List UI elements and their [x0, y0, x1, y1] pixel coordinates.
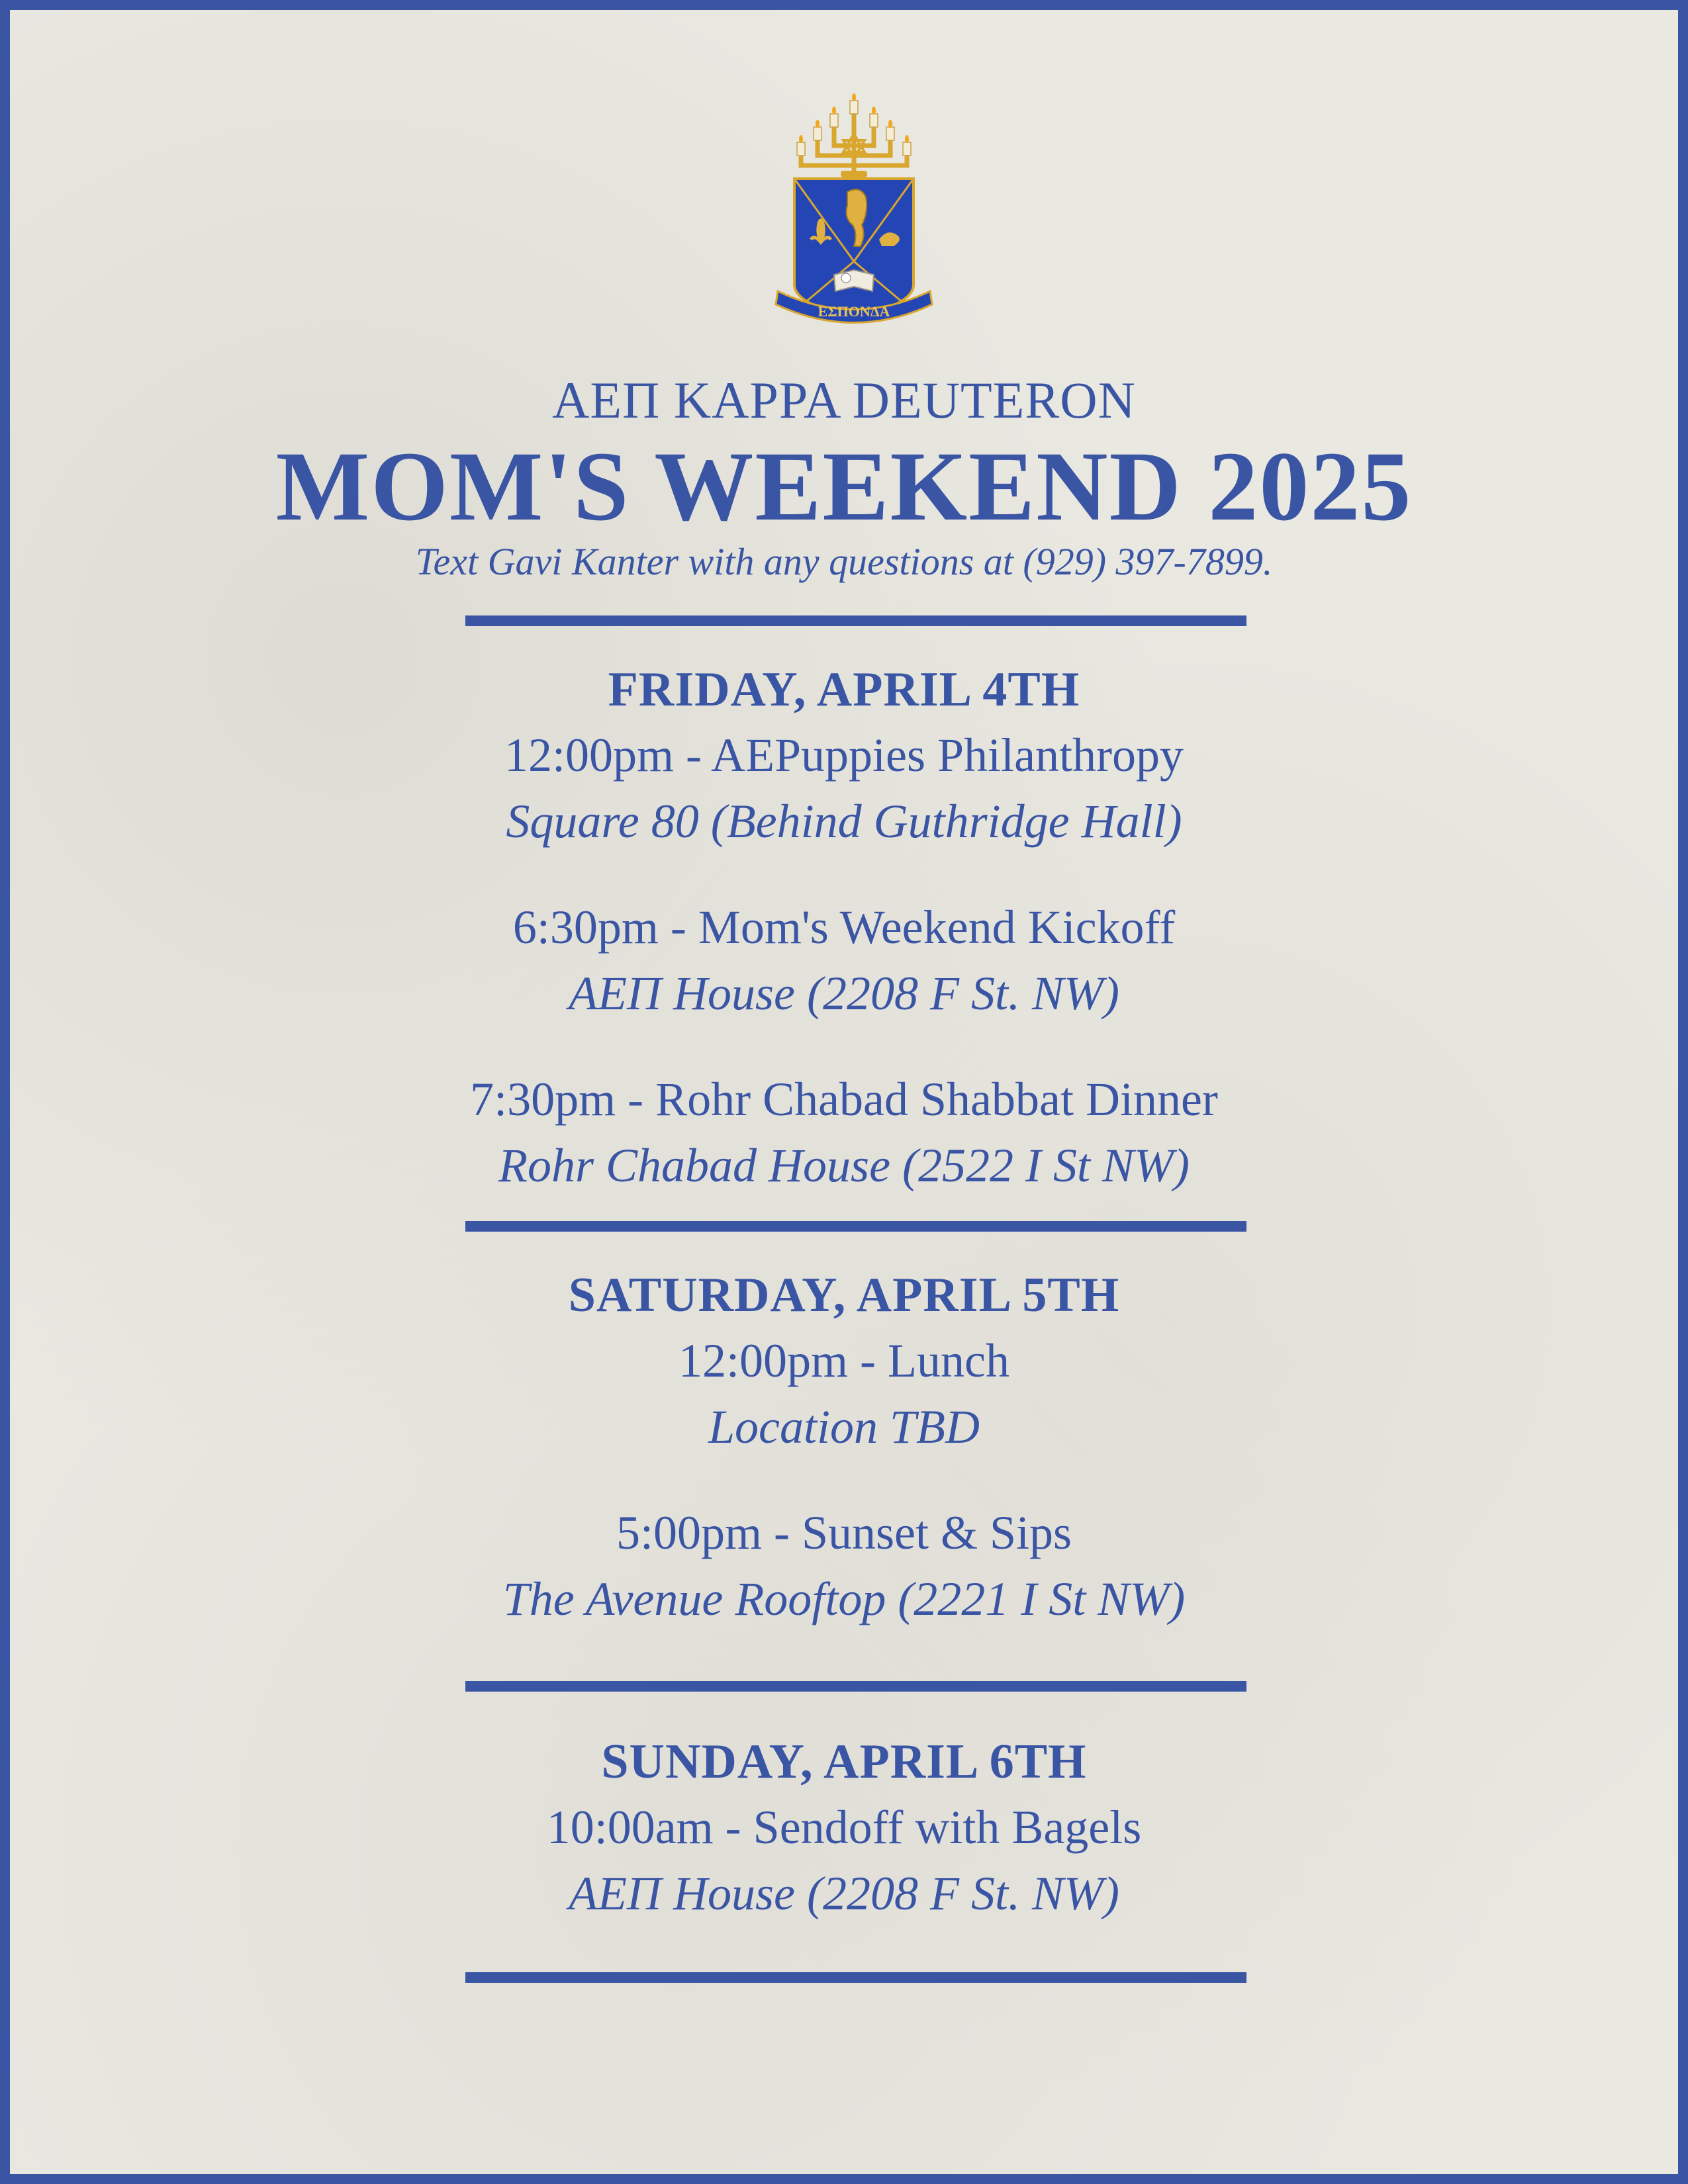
- divider: [465, 1972, 1246, 1983]
- contact-note: Text Gavi Kanter with any questions at (929) 397-7899.: [415, 540, 1273, 583]
- event-location: ΑΕΠ House (2208 F St. NW): [569, 967, 1119, 1020]
- event-location: ΑΕΠ House (2208 F St. NW): [569, 1867, 1119, 1920]
- day-heading-sunday: SUNDAY, APRIL 6TH: [601, 1735, 1087, 1789]
- chapter-name: ΑΕΠ KAPPA DEUTERON: [552, 371, 1136, 429]
- event-location: Rohr Chabad House (2522 I St NW): [498, 1139, 1190, 1192]
- event-title: 6:30pm - Mom's Weekend Kickoff: [512, 901, 1176, 954]
- svg-text:ΕΣΠΟΝΔΑ: ΕΣΠΟΝΔΑ: [818, 303, 890, 320]
- day-heading-friday: FRIDAY, APRIL 4TH: [608, 662, 1080, 717]
- event-title: 7:30pm - Rohr Chabad Shabbat Dinner: [470, 1073, 1218, 1126]
- divider: [465, 615, 1246, 626]
- divider: [465, 1681, 1246, 1692]
- event-location: The Avenue Rooftop (2221 I St NW): [502, 1572, 1186, 1625]
- divider: [465, 1221, 1246, 1232]
- fraternity-crest-icon: [755, 93, 953, 324]
- event-title: 12:00pm - Lunch: [679, 1334, 1009, 1387]
- event-location: Square 80 (Behind Guthridge Hall): [506, 795, 1182, 848]
- flyer-page: [10, 10, 1678, 2174]
- page-title: MOM'S WEEKEND 2025: [275, 432, 1413, 541]
- event-title: 10:00am - Sendoff with Bagels: [546, 1801, 1142, 1854]
- event-title: 5:00pm - Sunset & Sips: [616, 1506, 1072, 1559]
- event-title: 12:00pm - AEPuppies Philanthropy: [504, 729, 1184, 782]
- day-heading-saturday: SATURDAY, APRIL 5TH: [568, 1268, 1120, 1322]
- event-location: Location TBD: [708, 1400, 980, 1453]
